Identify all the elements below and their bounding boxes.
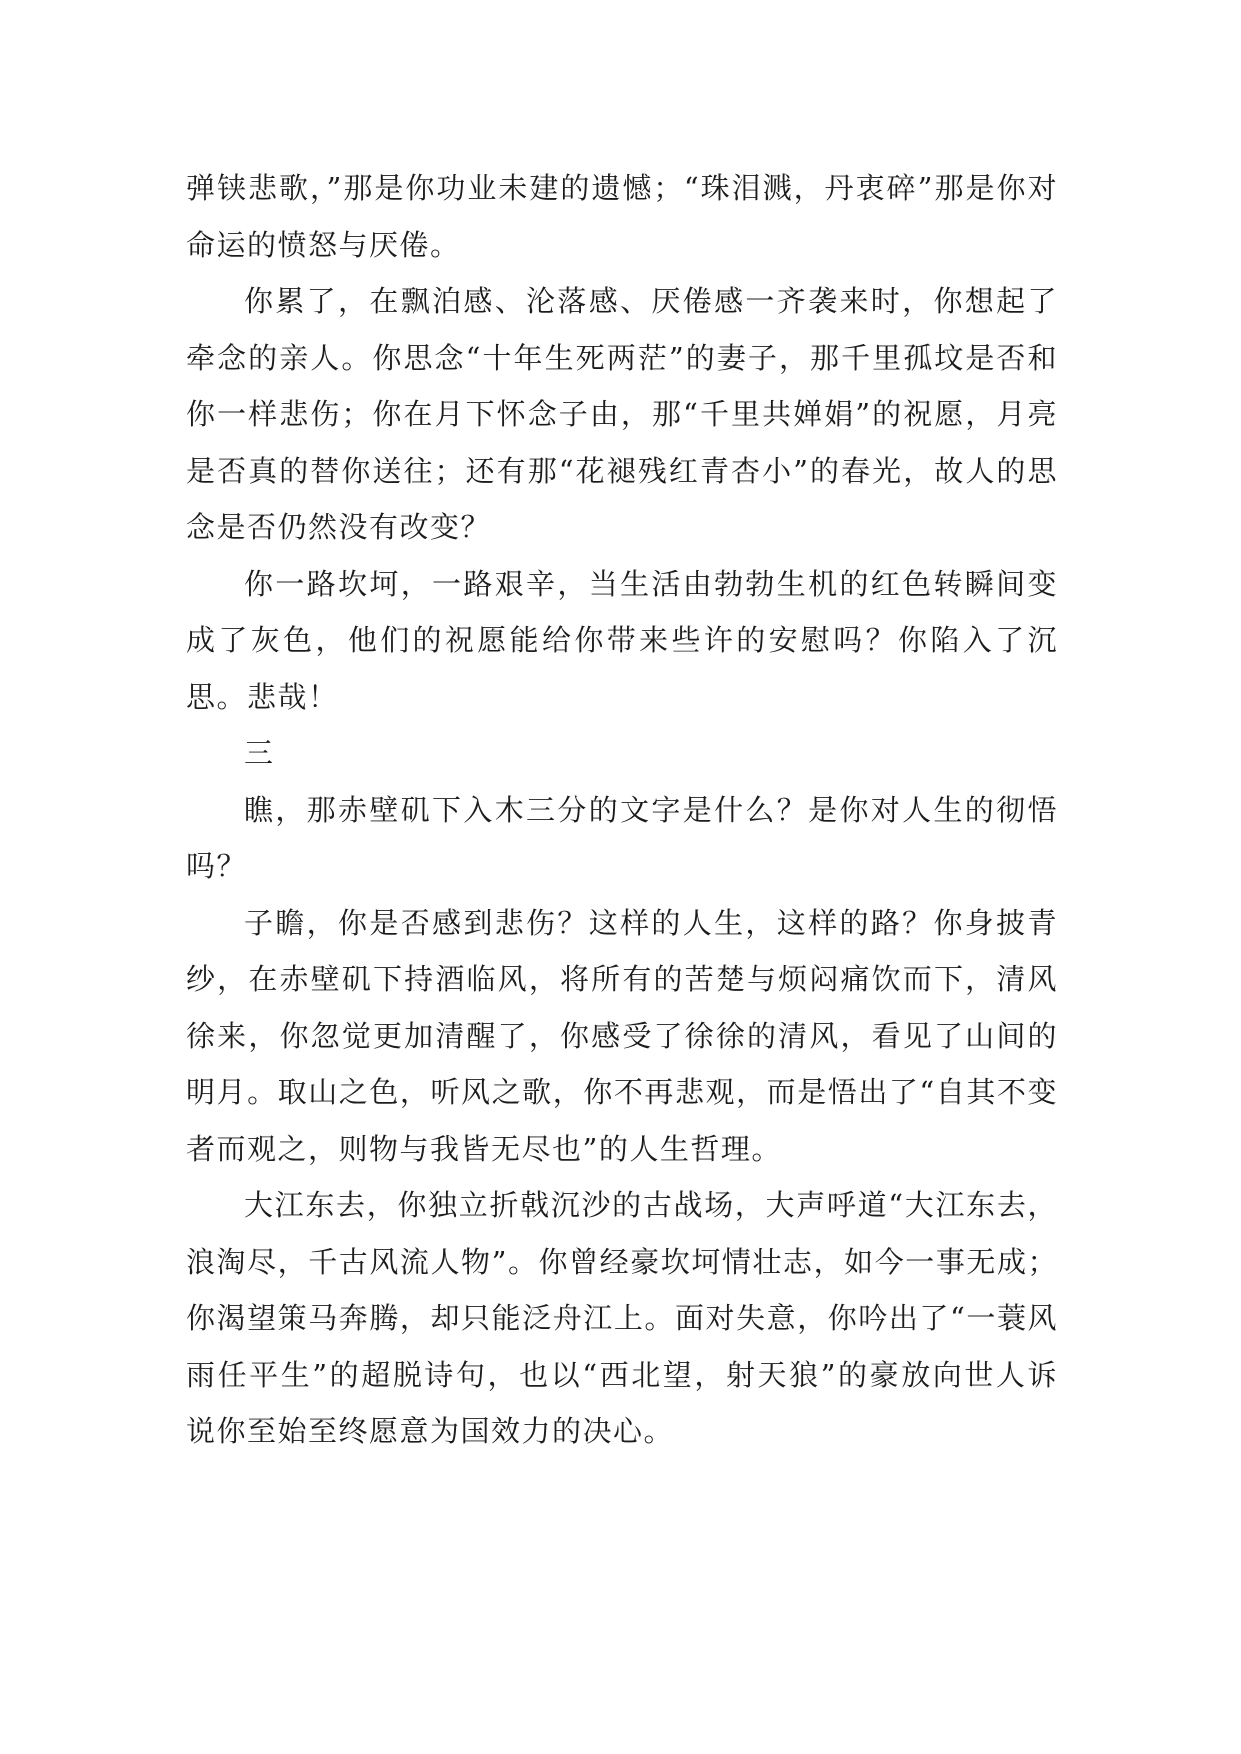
paragraph: 瞧，那赤壁矶下入木三分的文字是什么？是你对人生的彻悟吗？ — [186, 792, 1058, 883]
paragraph: 你累了，在飘泊感、沦落感、厌倦感一齐袭来时，你想起了牵念的亲人。你思念“十年生死两茫”的妻子，那千里孤坟是否和你一样悲伤；你在月下怀念子由，那“千里共婵娟”的祝愿，月亮是否真的替你送往；还有那“花褪残红青杏小”的春光，故人的思念是否仍然没有改变？ — [186, 284, 1058, 544]
paragraph-continuation: 弹铗悲歌，”那是你功业未建的遗憾；“珠泪溅，丹衷碎”那是你对命运的愤怒与厌倦。 — [186, 171, 1058, 262]
document-body — [186, 160, 1058, 1460]
paragraph: 大江东去，你独立折戟沉沙的古战场，大声呼道“大江东去，浪淘尽，千古风流人物”。你曾经豪坎坷情壮志，如今一事无成；你渴望策马奔腾，却只能泛舟江上。面对失意，你吟出了“一蓑风雨任平生”的超脱诗句，也以“西北望，射天狼”的豪放向世人诉说你至始至终愿意为国效力的决心。 — [186, 1188, 1058, 1448]
section-heading: 三 — [244, 736, 275, 770]
paragraph: 子瞻，你是否感到悲伤？这样的人生，这样的路？你身披青纱，在赤壁矶下持酒临风，将所有的苦楚与烦闷痛饮而下，清风徐来，你忽觉更加清醒了，你感受了徐徐的清风，看见了山间的明月。取山之色，听风之歌，你不再悲观，而是悟出了“自其不变者而观之，则物与我皆无尽也”的人生哲理。 — [186, 905, 1058, 1166]
paragraph: 你一路坎坷，一路艰辛，当生活由勃勃生机的红色转瞬间变成了灰色，他们的祝愿能给你带来些许的安慰吗？你陷入了沉思。悲哉！ — [186, 566, 1058, 714]
